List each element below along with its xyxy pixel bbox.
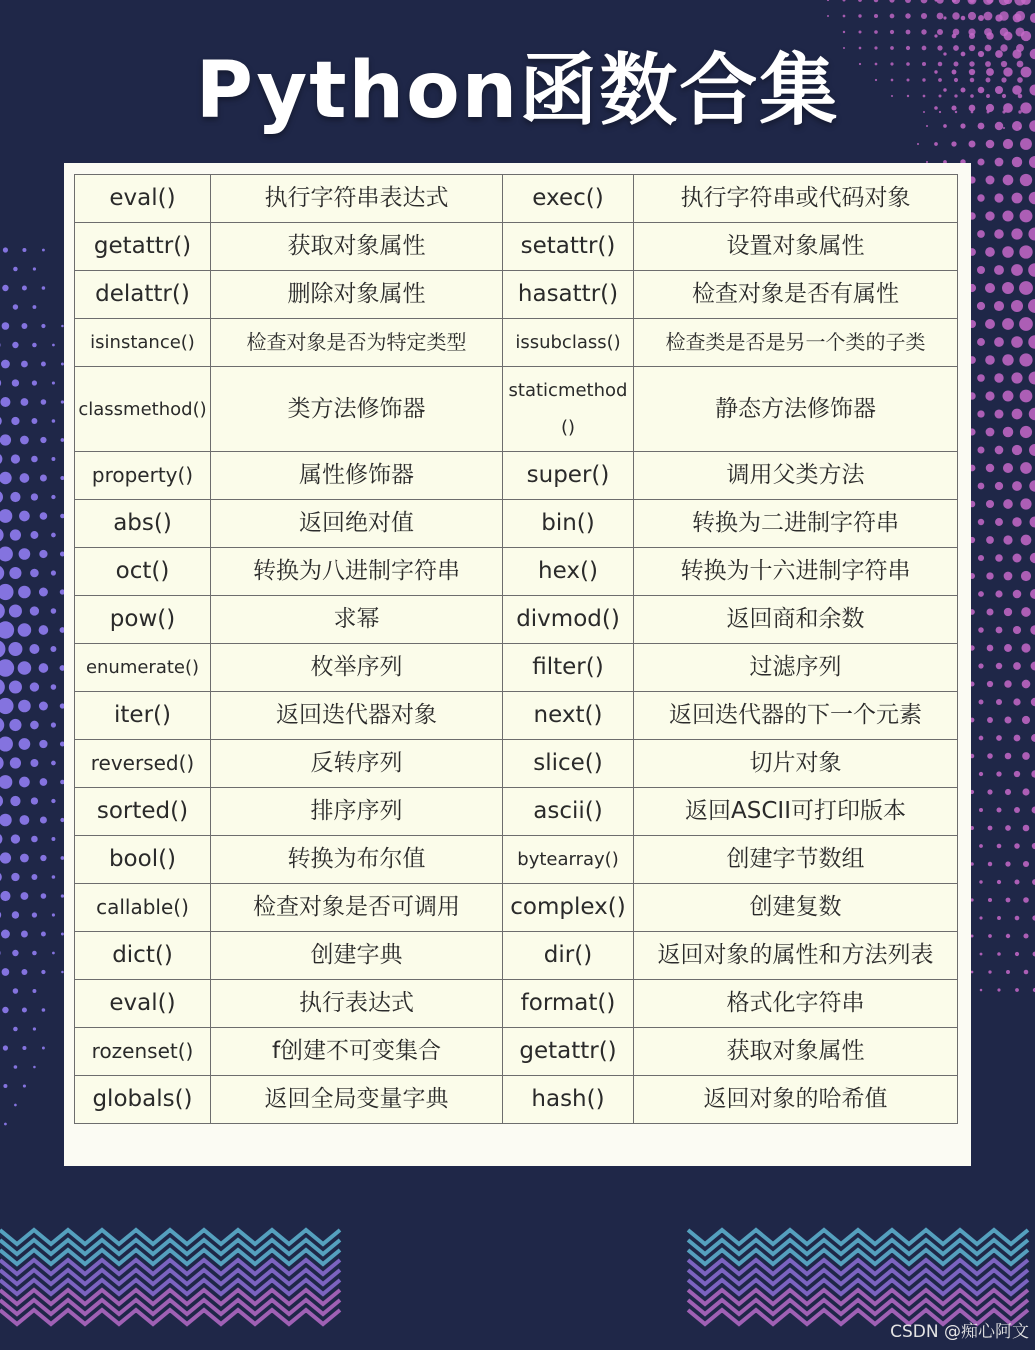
function-name-cell: setattr()	[503, 223, 634, 271]
function-description-cell: 求幂	[211, 596, 503, 644]
function-description-cell: 返回全局变量字典	[211, 1076, 503, 1124]
table-row	[75, 175, 958, 223]
table-row	[75, 319, 958, 367]
function-description-cell: 返回迭代器的下一个元素	[634, 692, 958, 740]
table-row	[75, 223, 958, 271]
table-row	[75, 740, 958, 788]
function-description-cell: 执行字符串表达式	[211, 175, 503, 223]
function-description-cell: 转换为布尔值	[211, 836, 503, 884]
table-row	[75, 367, 958, 452]
function-name-cell: slice()	[503, 740, 634, 788]
function-description-cell: 类方法修饰器	[211, 367, 503, 452]
function-name-cell: exec()	[503, 175, 634, 223]
function-description-cell: 创建字典	[211, 932, 503, 980]
function-description-cell: 排序序列	[211, 788, 503, 836]
page-title: Python函数合集	[195, 46, 840, 136]
function-description-cell: 检查类是否是另一个类的子类	[634, 319, 958, 367]
function-name-cell: super()	[503, 452, 634, 500]
function-name-cell: bin()	[503, 500, 634, 548]
function-description-cell: 静态方法修饰器	[634, 367, 958, 452]
function-description-cell: 属性修饰器	[211, 452, 503, 500]
function-description-cell: 创建字节数组	[634, 836, 958, 884]
function-name-cell: dir()	[503, 932, 634, 980]
function-table-body	[75, 175, 958, 1124]
function-name-cell: sorted()	[75, 788, 211, 836]
function-description-cell: 转换为二进制字符串	[634, 500, 958, 548]
watermark: CSDN @痴心阿文	[890, 1322, 1029, 1342]
function-description-cell: 转换为八进制字符串	[211, 548, 503, 596]
function-name-cell: bytearray()	[503, 836, 634, 884]
function-description-cell: 转换为十六进制字符串	[634, 548, 958, 596]
function-name-cell: abs()	[75, 500, 211, 548]
table-row	[75, 884, 958, 932]
function-name-cell: globals()	[75, 1076, 211, 1124]
function-description-cell: 设置对象属性	[634, 223, 958, 271]
table-row	[75, 932, 958, 980]
function-description-cell: 返回商和余数	[634, 596, 958, 644]
function-name-cell: getattr()	[503, 1028, 634, 1076]
function-name-cell: next()	[503, 692, 634, 740]
table-row	[75, 644, 958, 692]
function-name-cell: hex()	[503, 548, 634, 596]
function-table	[74, 174, 958, 1124]
function-description-cell: 返回对象的哈希值	[634, 1076, 958, 1124]
function-name-cell: delattr()	[75, 271, 211, 319]
function-description-cell: 格式化字符串	[634, 980, 958, 1028]
function-description-cell: f创建不可变集合	[211, 1028, 503, 1076]
function-name-cell: rozenset()	[75, 1028, 211, 1076]
function-description-cell: 切片对象	[634, 740, 958, 788]
function-name-cell: isinstance()	[75, 319, 211, 367]
function-name-cell: filter()	[503, 644, 634, 692]
table-row	[75, 692, 958, 740]
function-name-cell: complex()	[503, 884, 634, 932]
function-description-cell: 反转序列	[211, 740, 503, 788]
function-name-cell: reversed()	[75, 740, 211, 788]
function-name-cell: hash()	[503, 1076, 634, 1124]
function-description-cell: 调用父类方法	[634, 452, 958, 500]
function-name-cell: dict()	[75, 932, 211, 980]
function-name-cell: enumerate()	[75, 644, 211, 692]
function-name-cell: callable()	[75, 884, 211, 932]
function-description-cell: 执行表达式	[211, 980, 503, 1028]
function-name-cell: getattr()	[75, 223, 211, 271]
table-row	[75, 836, 958, 884]
function-name-cell: staticmethod()	[503, 367, 634, 452]
function-name-cell: oct()	[75, 548, 211, 596]
function-name-cell: issubclass()	[503, 319, 634, 367]
function-name-cell: hasattr()	[503, 271, 634, 319]
function-table-card	[64, 163, 971, 1166]
table-row	[75, 1028, 958, 1076]
function-name-cell: ascii()	[503, 788, 634, 836]
function-description-cell: 获取对象属性	[634, 1028, 958, 1076]
function-name-cell: format()	[503, 980, 634, 1028]
function-description-cell: 枚举序列	[211, 644, 503, 692]
table-row	[75, 1076, 958, 1124]
function-description-cell: 返回绝对值	[211, 500, 503, 548]
function-name-cell: bool()	[75, 836, 211, 884]
function-name-cell: divmod()	[503, 596, 634, 644]
function-description-cell: 检查对象是否为特定类型	[211, 319, 503, 367]
function-description-cell: 执行字符串或代码对象	[634, 175, 958, 223]
function-description-cell: 返回对象的属性和方法列表	[634, 932, 958, 980]
function-description-cell: 返回迭代器对象	[211, 692, 503, 740]
function-name-cell: iter()	[75, 692, 211, 740]
table-row	[75, 452, 958, 500]
function-name-cell: eval()	[75, 175, 211, 223]
table-row	[75, 548, 958, 596]
function-description-cell: 返回ASCII可打印版本	[634, 788, 958, 836]
table-row	[75, 271, 958, 319]
function-description-cell: 过滤序列	[634, 644, 958, 692]
table-row	[75, 980, 958, 1028]
function-name-cell: eval()	[75, 980, 211, 1028]
function-description-cell: 获取对象属性	[211, 223, 503, 271]
table-row	[75, 788, 958, 836]
table-row	[75, 596, 958, 644]
function-description-cell: 检查对象是否有属性	[634, 271, 958, 319]
function-description-cell: 删除对象属性	[211, 271, 503, 319]
function-description-cell: 检查对象是否可调用	[211, 884, 503, 932]
function-name-cell: property()	[75, 452, 211, 500]
table-row	[75, 500, 958, 548]
function-name-cell: classmethod()	[75, 367, 211, 452]
function-name-cell: pow()	[75, 596, 211, 644]
function-description-cell: 创建复数	[634, 884, 958, 932]
